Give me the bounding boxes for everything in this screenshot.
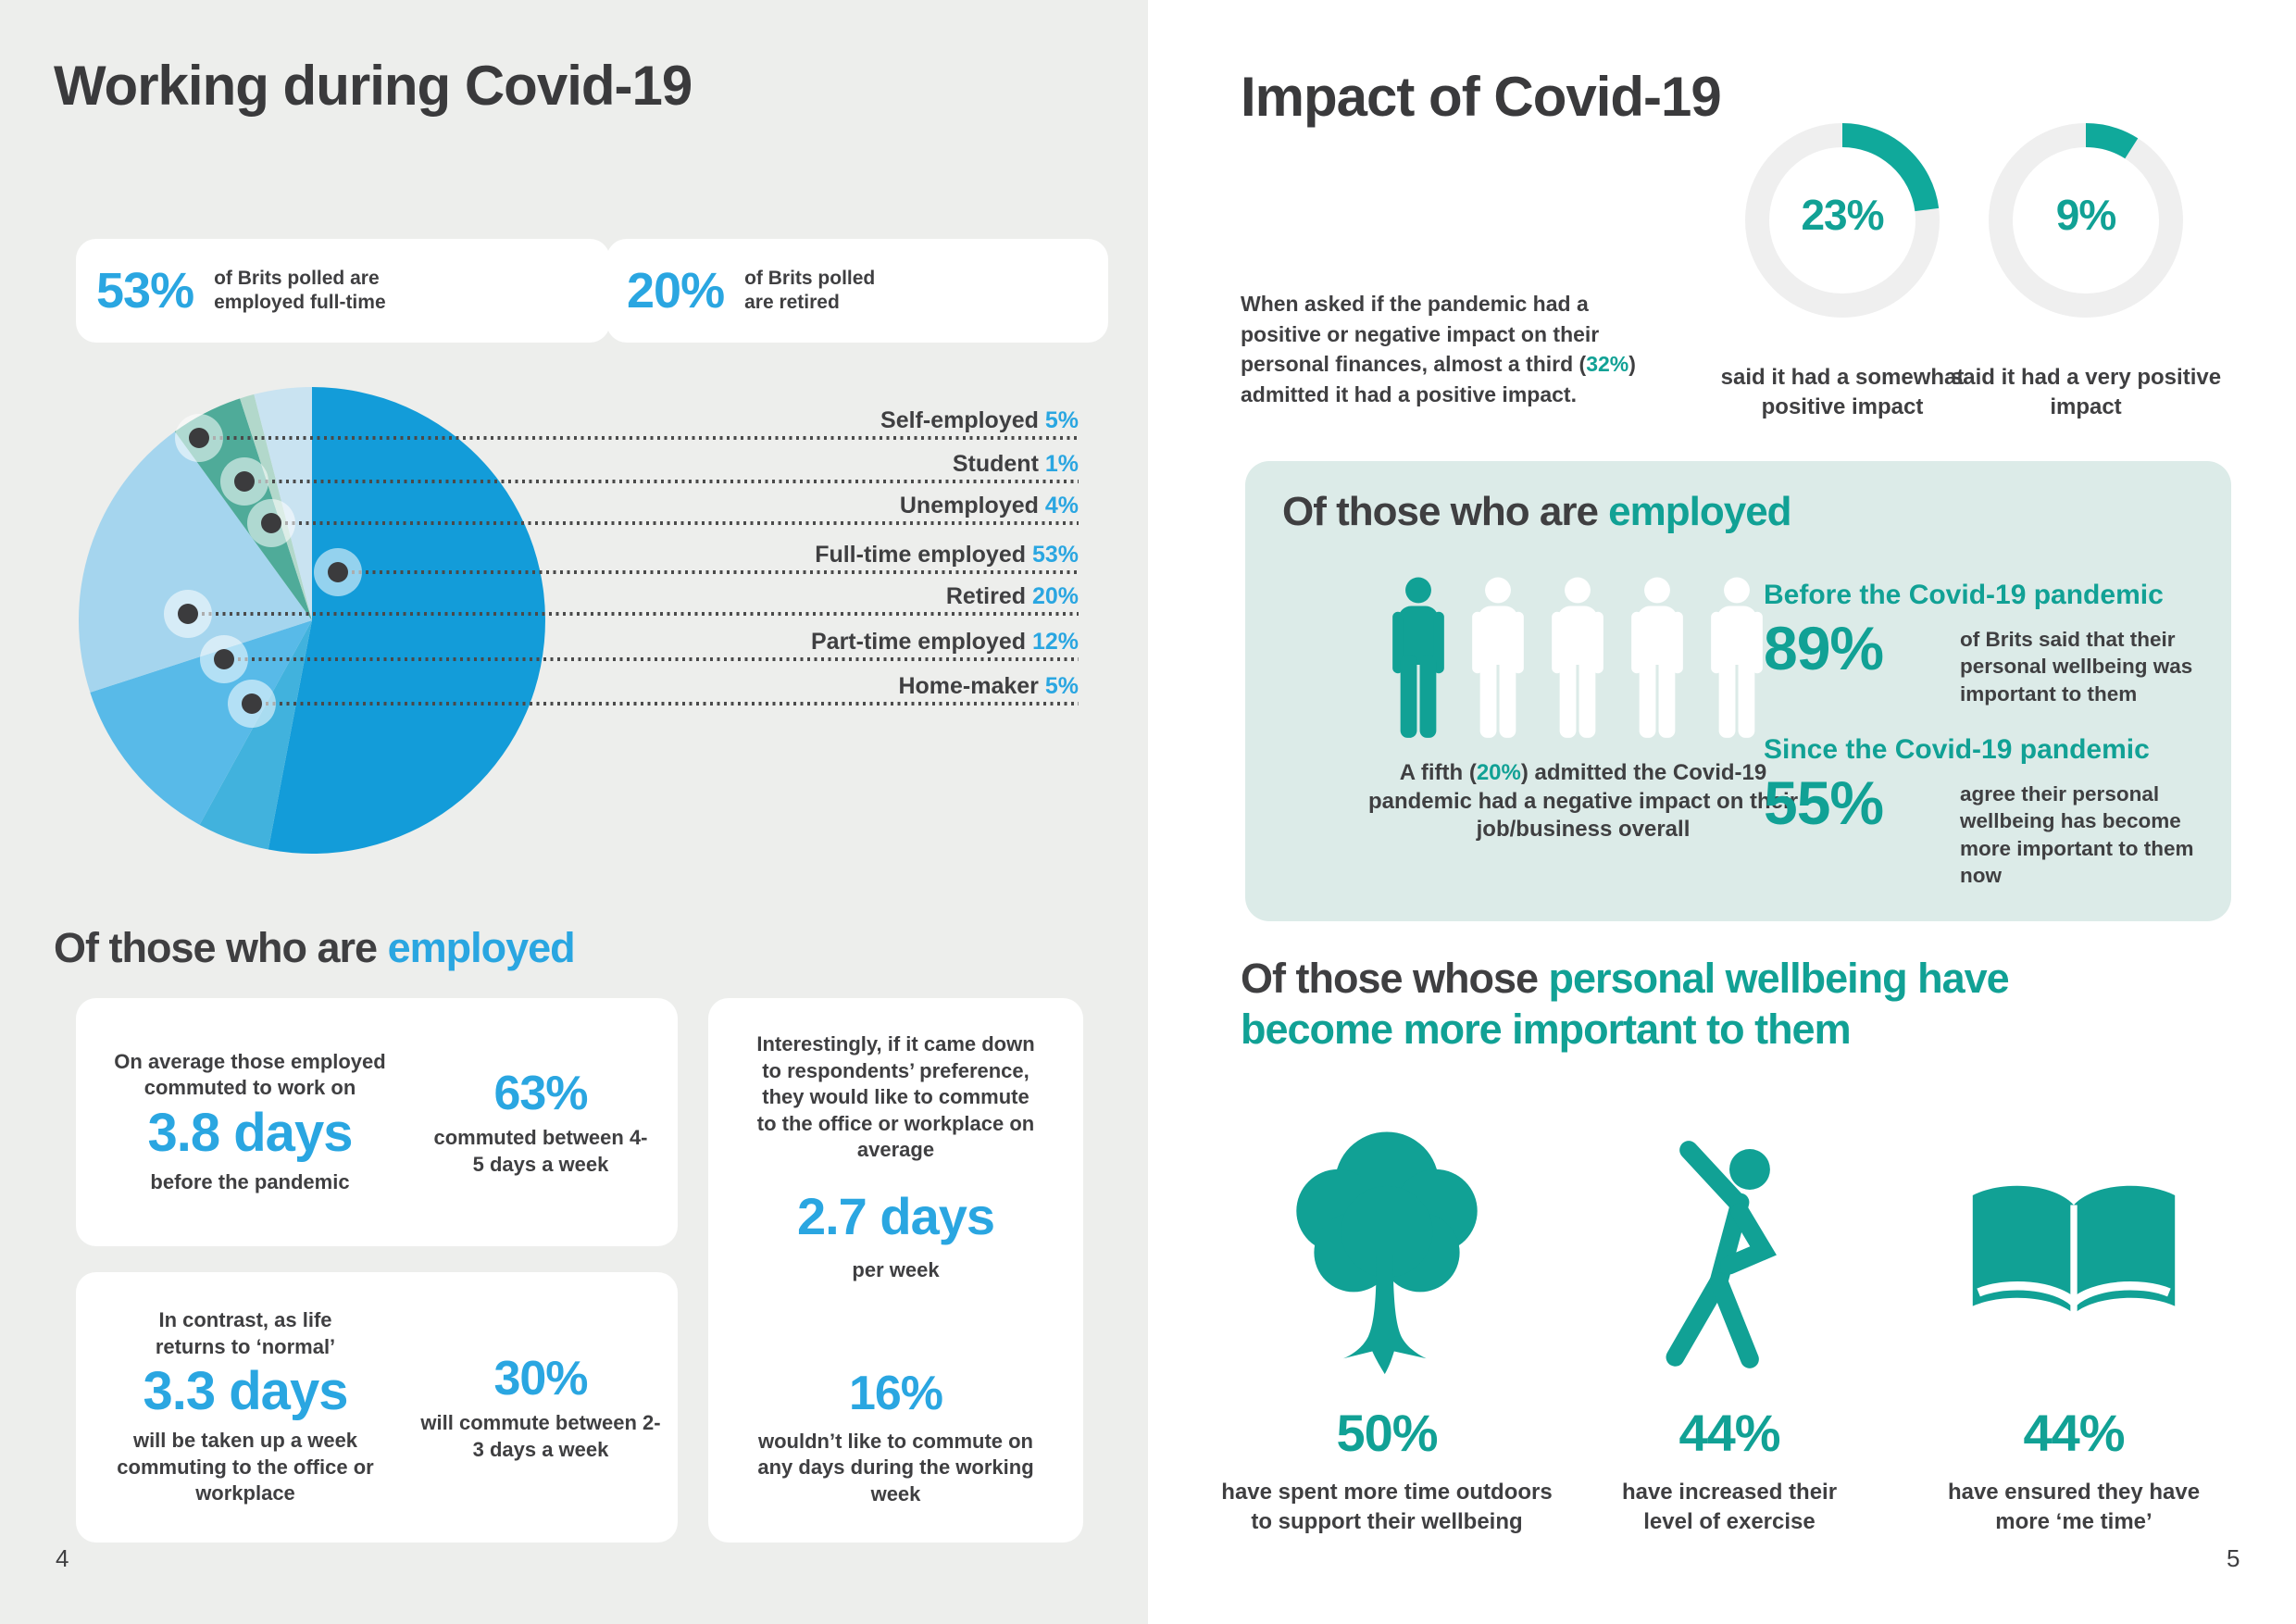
legend-label-text: Full-time employed xyxy=(815,542,1032,568)
legend-leader-line xyxy=(338,570,1079,574)
heading-prefix: Of those who are xyxy=(54,924,388,971)
donut-caption: said it had a very positive impact xyxy=(1950,365,2222,419)
since-pandemic-text: agree their personal wellbeing has become more important to them now xyxy=(1960,782,2194,887)
commute-card-normal xyxy=(76,1272,678,1543)
intro-prefix: When asked if the pandemic had a positive or negative impact on their personal finances, almost a third ( xyxy=(1241,292,1600,377)
legend-label xyxy=(811,629,1079,656)
page-impact-of-covid xyxy=(1148,0,2296,1624)
wellbeing-stat-metime xyxy=(1907,1116,2240,1537)
caption-suffix: ) admitted the Covid-19 pandemic had a negative impact on their job/business overall xyxy=(1367,760,1799,843)
heading-accent: employed xyxy=(387,924,575,971)
legend-label-text: Self-employed xyxy=(880,407,1045,433)
card-intro: In contrast, as life returns to ‘normal’ xyxy=(155,1308,336,1358)
legend-leader-line xyxy=(199,436,1079,440)
person-icon xyxy=(1623,576,1691,741)
heading-prefix: Of those whose xyxy=(1241,955,1549,1002)
person-icon xyxy=(1384,576,1453,741)
pie-callout-dot-center xyxy=(261,513,281,533)
card-heading xyxy=(1282,489,1791,535)
card-side-value: 16% xyxy=(848,1366,943,1420)
card-note: per week xyxy=(852,1257,940,1281)
legend-label xyxy=(953,451,1079,478)
donut-arc xyxy=(2086,135,2131,148)
icon-box xyxy=(1271,1116,1503,1393)
since-pandemic-value: 55% xyxy=(1764,768,1884,837)
donut-value: 23% xyxy=(1801,191,1884,239)
heading-accent: employed xyxy=(1608,489,1791,534)
caption-accent: 20% xyxy=(1476,760,1521,785)
heading-accent: personal wellbeing have become more important to them xyxy=(1241,955,2009,1053)
before-pandemic-text: of Brits said that their personal wellbeing was important to them xyxy=(1960,628,2193,706)
pie-callout-dot xyxy=(228,680,276,728)
commute-card-preference xyxy=(708,998,1083,1543)
exercise-icon xyxy=(1623,1118,1836,1392)
legend-label-value: 12% xyxy=(1031,629,1079,655)
card-side-note: commuted between 4-5 days a week xyxy=(433,1126,648,1176)
stat-caption: have increased their level of exercise xyxy=(1621,1480,1838,1534)
pie-callout-dot-center xyxy=(328,562,348,582)
legend-label-text: Student xyxy=(952,451,1045,477)
card-side-value: 63% xyxy=(493,1067,588,1121)
card-side-note: will commute between 2-3 days a week xyxy=(420,1411,661,1461)
legend-label-value: 1% xyxy=(1044,451,1079,477)
caption-prefix: A fifth ( xyxy=(1399,760,1477,785)
legend-label-text: Part-time employed xyxy=(811,629,1032,655)
page-title: Working during Covid-19 xyxy=(54,55,693,117)
stat-value: 53% xyxy=(96,263,194,319)
page-number-right: 5 xyxy=(2227,1544,2240,1572)
legend-leader-line xyxy=(188,612,1079,616)
employed-section-heading xyxy=(54,924,575,972)
card-side-value: 30% xyxy=(493,1352,588,1406)
legend-leader-line xyxy=(244,480,1079,483)
legend-label-text: Home-maker xyxy=(898,673,1045,699)
donut-chart-somewhat-positive xyxy=(1745,123,1940,318)
donut-chart-very-positive xyxy=(1989,123,2183,318)
legend-label-text: Retired xyxy=(945,583,1032,609)
legend-leader-line xyxy=(224,657,1079,661)
card-note: before the pandemic xyxy=(150,1169,350,1193)
person-icons-row xyxy=(1384,576,1771,741)
book-icon xyxy=(1957,1171,2190,1338)
legend-label-value: 20% xyxy=(1031,583,1079,609)
pie-callout-dot xyxy=(164,590,212,638)
person-icon xyxy=(1543,576,1612,741)
intro-paragraph xyxy=(1241,289,1653,410)
stat-label: of Brits polled are employed full-time xyxy=(214,267,386,313)
tree-icon xyxy=(1271,1119,1503,1390)
pie-callout-dot xyxy=(314,548,362,596)
legend-label xyxy=(815,542,1079,568)
card-right-column xyxy=(420,1351,661,1463)
page-number-left: 4 xyxy=(56,1544,69,1572)
card-right-column xyxy=(425,1066,656,1178)
legend-label xyxy=(900,493,1079,519)
card-intro: On average those employed commuted to work on xyxy=(114,1049,386,1100)
legend-leader-line xyxy=(271,521,1079,525)
card-value: 2.7 days xyxy=(796,1186,995,1245)
heading-prefix: Of those who are xyxy=(1282,489,1609,534)
person-icon xyxy=(1703,576,1771,741)
stat-value: 50% xyxy=(1336,1404,1438,1462)
card-left-column xyxy=(93,1307,398,1507)
commute-card-average xyxy=(76,998,678,1246)
pie-callout-dot-center xyxy=(189,428,209,448)
intro-accent: 32% xyxy=(1586,352,1629,377)
stat-label: of Brits polled are retired xyxy=(744,267,876,313)
legend-leader-line xyxy=(252,702,1079,706)
pie-callout-dot xyxy=(220,457,268,506)
card-side-note: wouldn’t like to commute on any days during the working week xyxy=(757,1429,1034,1505)
since-pandemic-title: Since the Covid-19 pandemic xyxy=(1764,734,2150,765)
stat-caption: have ensured they have more ‘me time’ xyxy=(1947,1480,2201,1534)
legend-label xyxy=(946,583,1079,610)
before-pandemic-value: 89% xyxy=(1764,614,1884,682)
stat-value: 44% xyxy=(2023,1404,2125,1462)
person-icon xyxy=(1464,576,1532,741)
icon-box xyxy=(1957,1116,2190,1393)
donut-caption: said it had a somewhat positive impact xyxy=(1720,365,1965,419)
wellbeing-stat-outdoors xyxy=(1220,1116,1554,1537)
wellbeing-stat-exercise xyxy=(1563,1116,1896,1537)
legend-label-text: Unemployed xyxy=(899,493,1045,518)
legend-label xyxy=(898,673,1079,700)
card-value: 3.8 days xyxy=(147,1102,353,1163)
before-pandemic-title: Before the Covid-19 pandemic xyxy=(1764,580,2164,610)
legend-label-value: 4% xyxy=(1044,493,1079,518)
wellbeing-heading xyxy=(1241,954,2148,1056)
pie-callout-dot xyxy=(200,635,248,683)
pie-callout-dot-center xyxy=(178,604,198,624)
pie-callout-dot xyxy=(247,499,295,547)
pie-callout-dot-center xyxy=(242,693,262,714)
card-value: 3.3 days xyxy=(143,1361,348,1422)
card-left-column xyxy=(97,1049,403,1196)
legend-label-value: 5% xyxy=(1044,407,1079,433)
pie-legend-overlay xyxy=(0,0,1148,926)
intro-suffix: ) admitted it had a positive impact. xyxy=(1241,352,1636,406)
donut-value: 9% xyxy=(2055,191,2116,239)
page-title: Impact of Covid-19 xyxy=(1241,66,1721,128)
card-intro: Interestingly, if it came down to respondents’ preference, they would like to commute to the office or workplace on average xyxy=(756,1032,1035,1162)
pie-callout-dot xyxy=(175,414,223,462)
legend-label xyxy=(880,407,1079,434)
employed-impact-card xyxy=(1245,461,2231,921)
legend-label-value: 53% xyxy=(1031,542,1079,568)
card-note: will be taken up a week commuting to the office or workplace xyxy=(117,1429,374,1505)
stat-value: 20% xyxy=(627,263,725,319)
pie-callout-dot-center xyxy=(234,471,255,492)
stat-value: 44% xyxy=(1678,1404,1780,1462)
icon-box xyxy=(1623,1116,1836,1393)
legend-label-value: 5% xyxy=(1044,673,1079,699)
stat-caption: have spent more time outdoors to support their wellbeing xyxy=(1221,1480,1553,1534)
pie-callout-dot-center xyxy=(214,649,234,669)
figures-caption xyxy=(1356,759,1810,844)
